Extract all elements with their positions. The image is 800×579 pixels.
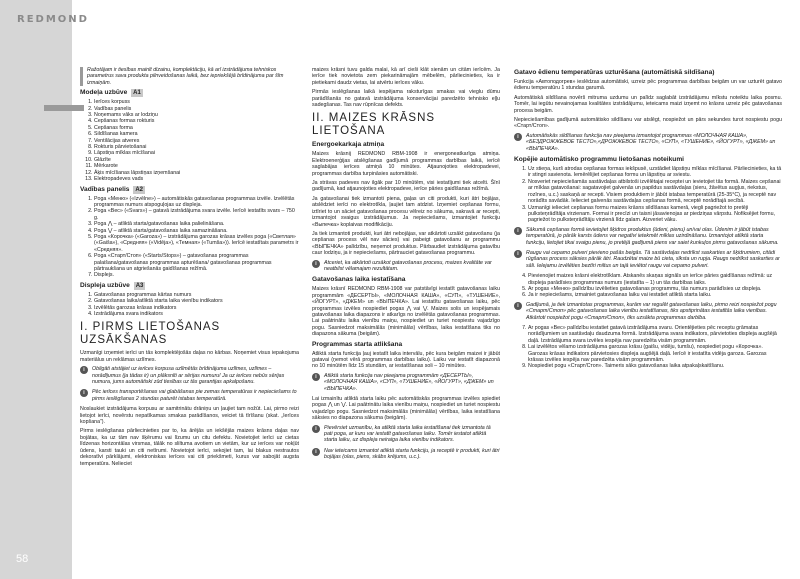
list-item: 1. Ierīces korpuss bbox=[94, 99, 299, 105]
list-item: 1. Uz stieņa, kurš atrodas cepšanas formas iekšpusē, uzstādiet lāpstiņu mīklas mīcīšanai. Pārliecinieties, ka tā ir stingri savienota. Iemērēlijiet cepšanas formu un lāpstiņu ar sviestu. bbox=[528, 166, 782, 179]
list-item: 6. Sildīšanas kamera bbox=[94, 131, 299, 137]
heading-time: Gatavošanas laika iestatīšana bbox=[312, 276, 406, 284]
note: i Obligāti atstājiet uz ierīces korpusa uzlīmētās brīdinājuma uzlīmes, uzlīmes – norādījumus (ja tādas ir) un plāksnīti ar sērijas numuru! Ja uz ierīces nebūs sērijas numura, jums automātiski zūd tiesības uz tās garantijas apkalpošanu. bbox=[80, 366, 299, 385]
heading-display: Displeja uzbūve A3 bbox=[80, 281, 144, 289]
column-3 bbox=[514, 67, 782, 373]
side-bar-accent bbox=[44, 105, 84, 111]
list-item: 3. Izvēlētās garozas krāsas indikators bbox=[94, 305, 299, 311]
list-item: 5. Cepšanas forma bbox=[94, 125, 299, 131]
note: i Automātiskās sildīšanas funkcija nav pieejama izmantojot programmas «МОЛОЧНАЯ КАША», «БЕЗДРОЖЖЕВОЕ ТЕСТО»,«ДРОЖЖЕВОЕ ТЕСТО», «СУП», «ТУШЕНИЕ», «ЙОГУРТ», «ДЖЕМ» un «ВЫПЕЧКА». bbox=[514, 133, 782, 152]
list-item: 5. Poga «Корочка» («Garoza») – izstrādājuma garozas krāsas izvēles poga («Светлая» («Gaiša»), «Средняя» («Vidēja»), «Темная» («Tumša»)). Ierīcē iestatītais parametrs ir «Средняя». bbox=[94, 234, 299, 253]
list-item: 4. Cepšanas formas rokturis bbox=[94, 118, 299, 124]
note: i Atliktā starta funkcija nav pieejama programmām «ДЕСЕРТЫ», «МОЛОЧНАЯ КАША», «СУП», «ТУШЕНИЕ», «ЙОГУРТ», «ДЖЕМ» un «ВЫПЕЧКА». bbox=[312, 373, 500, 392]
list-item: 8. Lai izvēlētos vēlamo izstrādājuma garozas krāsu (gaišu, vidēju, tumšu), nospiediet pogu «Корочка». Garozas krāsas indikators pārvietosies displeja augšējā daļā. Ierīcē ir iestatīta vidēja garoza. Garozas krāsas izvēles iespēja nav paredzēta visām programmām. bbox=[528, 344, 782, 363]
list-item: 8. Rokturis pārvietošanai bbox=[94, 144, 299, 150]
note: i Atceriet, ka atkārtoti uzsākot gatavošanas procesu, maizes kvalitāte var neatbilst vēlamajam rezultātam. bbox=[312, 260, 500, 273]
list-item: 3. Uzmanīgi ielieciet cepšanas formu maizes krāsns sildīšanas kamerā, viegli pagriežot to pretēji pulksteņrādītāja virzienam. Formai ir precīzi un taisni jāsavienojas ar piedziņas vārpstu. Nofiksējiet formu, pagriežot to pulksteņrādītāju virzienā līdz galam. Aizveriet vāku. bbox=[528, 205, 782, 224]
paragraph: Pirmās ieslēgšanas laikā iespējama raksturīgas smakas vai vieglu dūmu parādīšanās no gatavā izstrādājuma konservācijai paredzēto tehnisko eļļu sadegšanas. Tas nav rūpnīcas defekts. bbox=[312, 89, 500, 109]
paragraph: Maizes krāsnī REDMOND RBM-1908 var patstāvīgi iestatīt gatavošanas laiku programmām «ДЕСЕРТЫ», «МОЛОЧНАЯ КАША», «СУП», «ТУШЕНИЕ», «ЙОГУРТ», «ДЖЕМ» un «ВЫПЕЧКА». Lai iestatītu gatavošanas laiku, pēc programmas izvēles nospiediet pogas ⋀ vai ⋁. Maizes solis un iespējamais gatavošanas laika diapazons ir atkarīgs no izvēlētās gatavošanas programmas. Lai paātrinātu laika vienību maiņu, nospiediet un turiet nospiestu vajadzīgo pogu. Sasniedzot maksimālās (minimālās) vērtības, laika iestatīšana tiks no diapazona sākuma (beigām). bbox=[312, 286, 500, 338]
list-item: 12. Āķis mīcīšanas lāpstiņas izņemšanai bbox=[94, 170, 299, 176]
note: i Nav ieteicams izmantot atliktā starta funkciju, ja receptē ir produkti, kuri ātri bojājas (olas, piens, skābs krējums, u.c.). bbox=[312, 448, 500, 461]
paragraph: Pirms ieslēgšanas pārliecinieties par to, ka ārējās un iekšējās maizes krāsns daļas nav bojātas, ka uz tām nav šķērumu vai līzumu un citu defektu. Novietojiet ierīci uz cietas līdzenas horizontālas virsmas, tālāk no sliltuma avotiem un vietām, kur uz ierīces var nokļūt ūdens, karsti tauki un citi netīrumi. Novietojot ierīci, sekojiet tam, lai blakus nestrautos dekoratīvi pārklājumi, elektroniskas ierīces vai citi priekšmeti, kurus var sabojāt augsta temperatūra. Nelieciet bbox=[80, 428, 299, 467]
note: i Pēc ierīces transportēšanas vai glabāšanas pie zemas temperatūras ir nepieciešams to pirms ieslēgšanas 2 stundas paturēt istabas temperatūrā. bbox=[80, 389, 299, 402]
list-item: 5. Ar pogas «Меню» palīdzību izvēlieties gatavošanas programmu, tās numurs parādīsies uz displeja. bbox=[528, 286, 782, 292]
column-1 bbox=[80, 67, 299, 470]
note: i Gadījumā, ja tiek izmantotas programmas, kurām var regulēt gatavošanas laiku, pirmo reizi nospiežot pogu «Старт/Стоп» pēc gatavošanas laika vienību iestatīšanas, tiks apstiprinātas iestatītās laika vienības. Atkārtoti nospiežot pogu «Старт/Стоп», tiks uzsākta programmas darbība. bbox=[514, 302, 782, 321]
list-item: 1. Gatavošanas programmas kārtas numurs bbox=[94, 292, 299, 298]
rules-list-2 bbox=[514, 273, 782, 299]
info-icon: i bbox=[312, 373, 320, 381]
badge-a1: A1 bbox=[133, 90, 141, 97]
list-item: 11. Mērkarote bbox=[94, 163, 299, 169]
list-item: 10. Glāzīte bbox=[94, 157, 299, 163]
model-list bbox=[80, 99, 299, 182]
paragraph: Automātiskā sildīšana novērš mitruma uzdumu un palīdz saglabāt izstrādājumu mīkstu noteiktu laika posmu. Tomēr, lai iegūtu nevainojamas kvalitātes izstrādājumu, ieteicams maizi izņemt no krāsns uzreiz pēc gatavošanas procesa beigām. bbox=[514, 94, 782, 114]
paragraph: Ja strāvas padeves nav ilgāk par 10 minūtēm, visi iestatījumi tiek atcelti. Šīnī gadījumā, kad atjaunojoties elektropadeve, ierīce pāries gaidīšanas režīmā. bbox=[312, 180, 500, 193]
info-icon: i bbox=[312, 260, 320, 268]
paragraph: Uzmanīgi izņemiet ierīci un tās komplektējošās daļas no kārbas. Noņemiet visus iepakojuma materiālus un reklāmas uzlīmes. bbox=[80, 350, 299, 363]
rules-list-1 bbox=[514, 166, 782, 224]
list-item: 1. Poga «Меню» («Izvēlne») – automātiskās gatavošanas programmas izvēle. Izvēlētās programmas numurs atspoguļojas uz displeja. bbox=[94, 196, 299, 209]
paragraph: Ja gatavošanai tiek izmantoti piena, gaļas un citi produkti, kuri ātri bojājas, atslēdziet ierīci no elektrotīkla, ļaujiet tam atdzist. Izņemiet cepšanas formu, iztīriet to un sāciet gatavošanas procesu vēlreiz no sākuma, sakravā ar recepti, izmantojot svaigus izstrādājumus. Ja nepieciešams, izmantojiet funkciju «Выпечка» koplaivas modifikāciju. bbox=[312, 195, 500, 228]
list-item: 6. Ja ir nepieciešams, izmainiet gatavošanas laiku vai iestatiet atliktā starta laiku. bbox=[528, 292, 782, 298]
list-item: 6. Poga «Старт/Стоп» («Starts/Stops») – gatavošanas programmas palaišana/gatavošanas programmas apturēšana/ gatavošanas programmas pārtraukšana un atgriešanās gaidīšanas režīmā. bbox=[94, 253, 299, 272]
paragraph: Lai izmainītu atliktā starta laiku pēc automātiskās programmas izvēles spiediet pogas ⋀ un ⋁. Lai paātrinātu laika vienību maiņu, nospiediet un turiet nospiestu vajadzīgo pogu. Sasniedzot maksimālās (minimālās) vērtības, laika iestatīšana sāksies no diapazona sākuma (beigām). bbox=[312, 396, 500, 422]
section-heading-1: I. PIRMS LIETOŠANAS UZSĀKŠANAS bbox=[80, 321, 221, 347]
list-item: 4. Pievienojiet maizes krāsni elektrotīklam. Atskanēs skaņas signāls un ierīce pāries gaidīšanas režīmā: uz displeja parādīsies programmas numurs (iestatīta – 1) un tās darbības laiks. bbox=[528, 273, 782, 286]
badge-a3: A3 bbox=[135, 282, 144, 289]
column-2 bbox=[312, 67, 500, 465]
info-icon: i bbox=[80, 366, 88, 374]
display-list bbox=[80, 292, 299, 318]
info-icon: i bbox=[80, 389, 88, 397]
section-heading-2: II. MAIZES KRĀSNS LIETOŠANA bbox=[312, 112, 436, 138]
paragraph: Ja tiek izmantoti produkti, kuri ātri nebojājas, var atkārtoti uzsākt gatavošanu (ja cepšanas process vēl nav sācies) vai pabeigt gatavošanu ar programmu «ВЫПЕЧКА» palīdzību, neņemot produktus. Pārbaudiet izstrādājuma gatavību caur lodziņu, ja ir nepieciešams, pārtrauciet gatavošanas programmu. bbox=[312, 230, 500, 257]
paragraph: maizes krāsni tuvu galda malai, kā arī cieši klāt sienām un citām ierīcēm. Ja ierīce tiek novietota zem piekarināmajām mēbelēm, pārliecinieties, ka ir pietiekami daudz vietas, lai atvērtu ierīces vāku. bbox=[312, 67, 500, 86]
page-side-bar bbox=[0, 0, 72, 579]
info-icon: i bbox=[312, 425, 320, 433]
panel-list bbox=[80, 196, 299, 279]
list-item: 2. Vadības panelis bbox=[94, 106, 299, 112]
list-item: 7. Ventilācijas atveres bbox=[94, 138, 299, 144]
info-icon: i bbox=[514, 302, 522, 310]
heading-model: Modeļa uzbūve A1 bbox=[80, 89, 141, 97]
intro-note: Ražotājam ir tiesības mainīt dizainu, komplektāciju, kā arī izstrādājuma tehniskos parametrus sava produkta pilnveidošanas laikā, bez iepriekšējā brīdinājuma par šīm izmaiņām. bbox=[80, 67, 299, 86]
info-icon: i bbox=[514, 250, 522, 258]
info-icon: i bbox=[312, 448, 320, 456]
paragraph: Atliktā starta funkcija ļauj iestatīt laika intervālu, pēc kura beigām maizei ir jābūt gatavai (ņemot vērā programmas darbības laiku). Laiku var iestatīt diapazonā no 10 minūtēm līdz 15 stundām, ar iestatīšanas soli – 10 minūtes. bbox=[312, 350, 500, 370]
list-item: 2. Nosveriet nepieciešamās sastāvdaļas atbilstoši izvēlētajai receptei un ievietojiet tās formā. Maizes cepšanai ar mīklas gatavošanai: sagatavojiet galvenās un papildus sastāvdaļas (sieru, žāvētus augļus, riekstus, rozīnes, u.c.) saskaņā ar recepti. Visiem produktiem ir jābūt istabas temperatūrā (25-35°C), ja receptē nav norādīts savādāk. Ielieciet galvenās sastāvdaļas cepšanas formā, receptē norādītajā secībā. bbox=[528, 179, 782, 205]
heading-energy: Energoekarkaja atmiņa bbox=[312, 141, 385, 149]
paragraph: Noslaukiet izstrādājuma korpusu ar samitrinātu drāniņu un ļaujiet tam nožūt. Lai, pirmo reizi lietojot ierīci, novērstu nepatīkamas smakas parādīšanos, veiciet tā tīrīšanu (skat. „Ierīces kopšana”). bbox=[80, 406, 299, 426]
list-item: 7. Displejs. bbox=[94, 272, 299, 278]
page-number: 58 bbox=[16, 553, 29, 565]
list-item: 7. Ar pogas «Вес» palīdzību iestatiet gatavā izstrādājuma svaru. Orientējieties pēc receptu grāmatas norādījumiem un sastāvdaļu daudzuma formā. Izstrādājuma svara indikators, pārvietoties displeja augšējā daļā. Izstrādājuma svara izvēles iespēja nav paredzēta visām programmām. bbox=[528, 325, 782, 344]
list-item: 13. Elektropadeves vads bbox=[94, 176, 299, 182]
rules-list-3 bbox=[514, 325, 782, 370]
heading-delay: Programmas starta atlikšana bbox=[312, 340, 403, 348]
heading-rules: Kopējie automātisko programmu lietošanas noteikumi bbox=[514, 156, 685, 164]
info-icon: i bbox=[514, 227, 522, 235]
list-item: 4. Izstrādājuma svara indikators bbox=[94, 311, 299, 317]
paragraph: Nepieciešamības gadījumā automātisko sildīšanu var atslēgt, nospiežot un pārs sekundes turot nospiestu pogu «Старт/Стоп». bbox=[514, 117, 782, 130]
list-item: 9. Lāpstiņa mīklas mīcīšanai bbox=[94, 150, 299, 156]
note: i Sākumā cepšanas formā ievietojiet šķidros produktus (ūdeni, pienu) un/vai olas. Ūdenim ir jābūt istabas temperatūrā, jo pārāk karsts ūdens var negatīvi ietekmēt mīklas uzirdināšanu. Izmantojot atliktā starta funkciju, lietojiet tikai svaigu pienu, jo pretējā gadījumā piens var saiet kunkuļos pirms gatavošanas sākuma. bbox=[514, 227, 782, 246]
info-icon: i bbox=[514, 133, 522, 141]
paragraph: Maizes krāsnij REDMOND RBM-1908 ir energoneatkarīga atmiņa. Elektroenerģijas atslēgšanas gadījumā programmas darbības laikā, ierīcē saglabājas ierīces atmiņā 10 minūtes. Atjaunojoties elektropadevei, programmas darbība turpināsies automātiski. bbox=[312, 151, 500, 177]
list-item: 9. Nospiediet pogu «Старт/Стоп». Taimeris sāks gatavošanas laika atpakaļskaitīšanu. bbox=[528, 363, 782, 369]
brand-logo: REDMOND bbox=[17, 14, 89, 25]
badge-a2: A2 bbox=[135, 186, 143, 193]
note: i Pievērsiet uzmanību, ka atliktā starta laika iestatīšanai tiek izmantota tā pati poga, ar kuru var iestatīt gatavošanas laiku. Tomēr iestatot atliktā starta laiku, uz displeja neiraiga laika vienību indikators. bbox=[312, 425, 500, 444]
paragraph: Funkcija «Автоподогрев» ieslēdzas automātiski, uzreiz pēc programmas darbības beigām un var uzturēt gatavo ēdienu temperatūru 1 stundas garumā. bbox=[514, 79, 782, 92]
note: i Raugu vai cepamo pulveri pievieno pašās beigās. Tā sastāvdaļas nedrīkst saskarties ar šķidrumiem, citādi rūgšanas process sāksies pārāk ātri. Raudzētai maize bū cieta, sīksta un rupja. Raugs nedrīkst saskarties ar sāli. Ielejamu izvēlēties beztīri miltus un tajā ieviētot raugu vai cepamo pulveri. bbox=[514, 250, 782, 269]
list-item: 3. Noņemams vāks ar lodziņu bbox=[94, 112, 299, 118]
list-item: 2. Poga «Вес» («Svars») – gatavā izstrādājuma svara izvēle. Ierīcē iestatīts svars – 750 g. bbox=[94, 208, 299, 221]
list-item: 3. Poga ⋀ – atliktā starta/gatavošanas laika palielināšana. bbox=[94, 221, 299, 227]
list-item: 2. Gatavošanas laika/atliktā starta laika vienību indikators bbox=[94, 298, 299, 304]
list-item: 4. Poga ⋁ – atliktā starta/gatavošanas laika samazināšana. bbox=[94, 228, 299, 234]
heading-keepwarm: Gatavo ēdienu temperatūras uzturēšana (automātiskā sildīšana) bbox=[514, 69, 715, 76]
heading-panel: Vadības panelis A2 bbox=[80, 185, 143, 193]
